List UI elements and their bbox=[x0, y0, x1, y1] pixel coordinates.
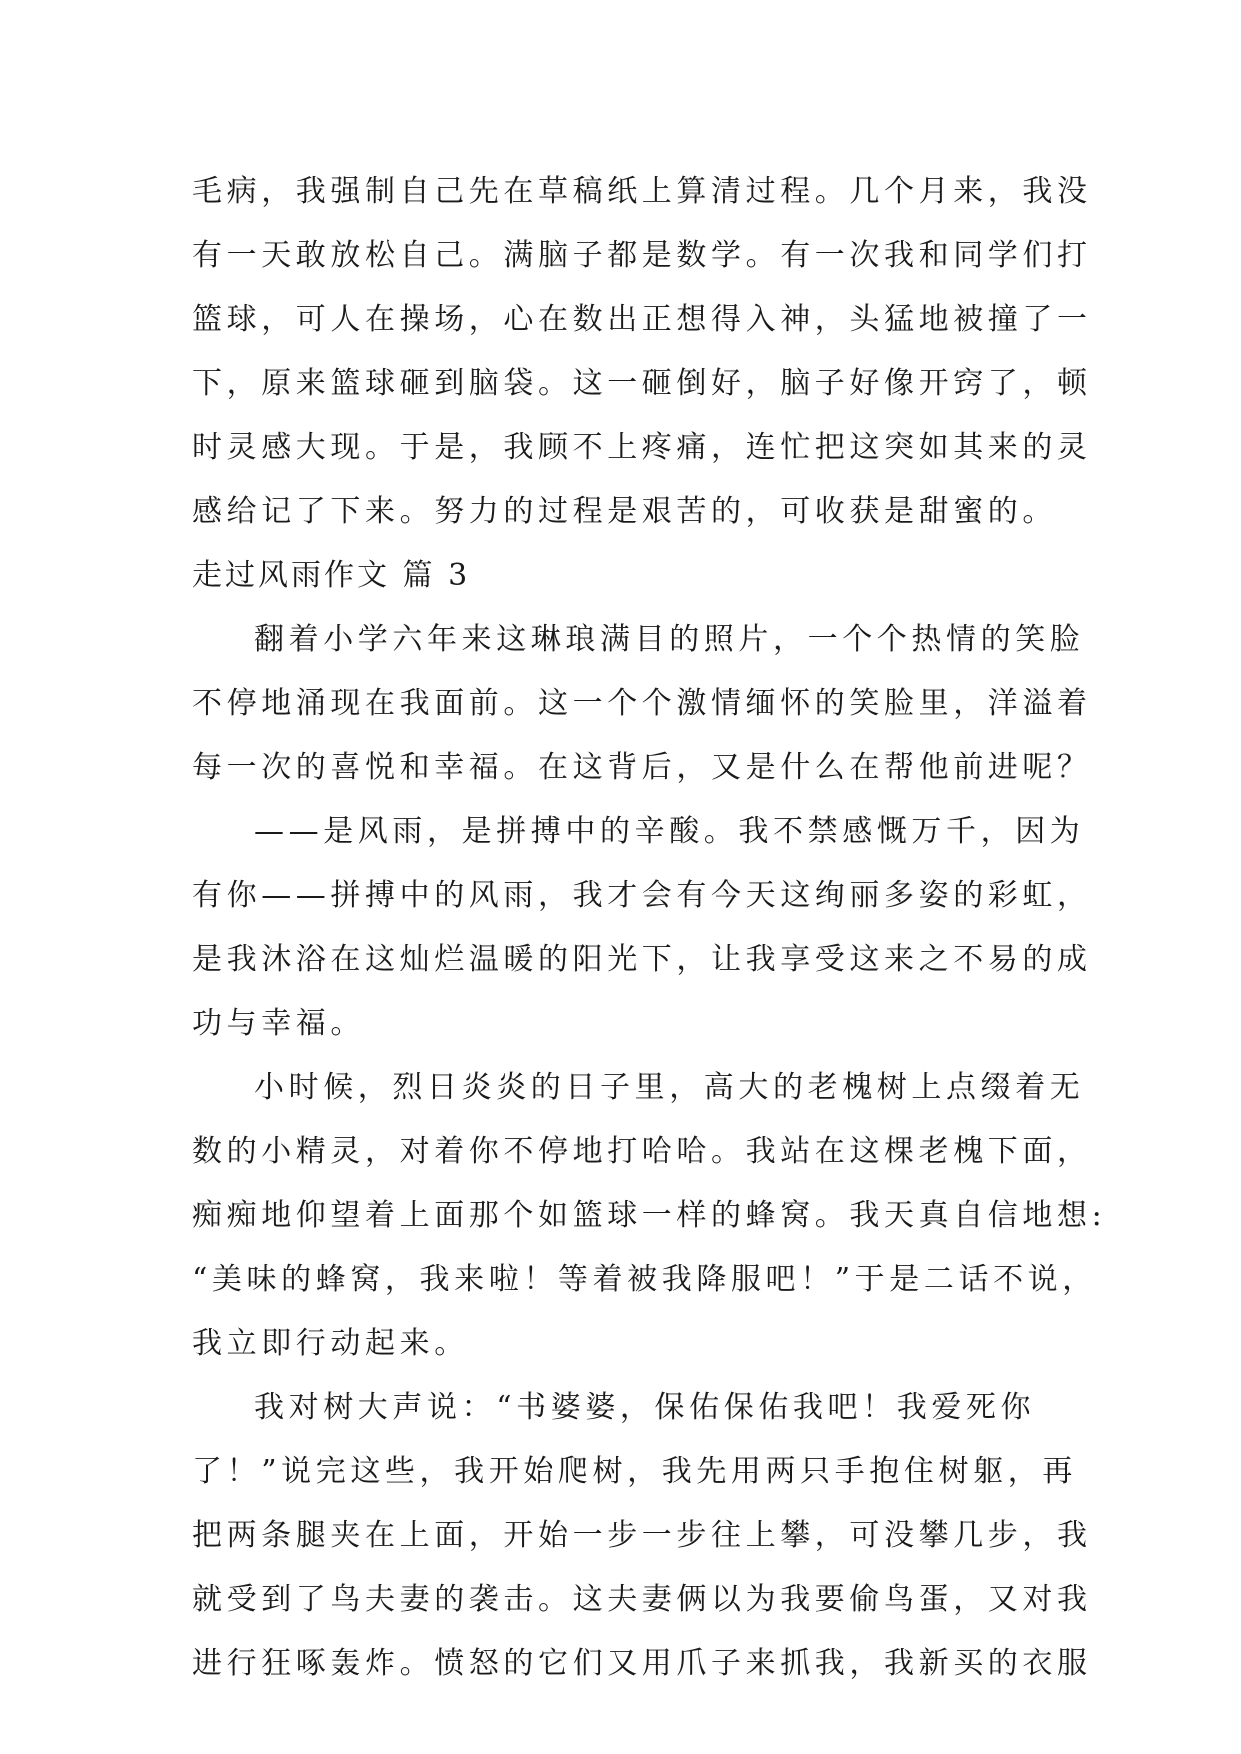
document-body bbox=[192, 160, 1107, 1696]
text-line: 感给记了下来。努力的过程是艰苦的，可收获是甜蜜的。 bbox=[192, 494, 1057, 529]
text-line: 篮球，可人在操场，心在数出正想得入神，头猛地被撞了一 bbox=[192, 302, 1092, 337]
text-line: 功与幸福。 bbox=[192, 1006, 365, 1041]
text-line: 毛病，我强制自己先在草稿纸上算清过程。几个月来，我没 bbox=[192, 174, 1092, 209]
text-line: “美味的蜂窝，我来啦！等着被我降服吧！”于是二话不说， bbox=[192, 1262, 1097, 1297]
text-line: ——是风雨，是拼搏中的辛酸。我不禁感慨万千，因为 bbox=[254, 814, 1085, 849]
text-line: 翻着小学六年来这琳琅满目的照片，一个个热情的笑脸 bbox=[254, 622, 1085, 657]
text-line: 有你——拼搏中的风雨，我才会有今天这绚丽多姿的彩虹， bbox=[192, 878, 1092, 913]
text-line: 把两条腿夹在上面，开始一步一步往上攀，可没攀几步，我 bbox=[192, 1518, 1092, 1553]
text-line: 下，原来篮球砸到脑袋。这一砸倒好，脑子好像开窍了，顿 bbox=[192, 366, 1092, 401]
text-line: 我对树大声说：“书婆婆，保佑保佑我吧！我爱死你 bbox=[254, 1390, 1036, 1425]
section-heading: 走过风雨作文 篇 3 bbox=[192, 558, 471, 593]
text-line: 我立即行动起来。 bbox=[192, 1326, 469, 1361]
text-line: 数的小精灵，对着你不停地打哈哈。我站在这棵老槐下面， bbox=[192, 1134, 1092, 1169]
text-line: 进行狂啄轰炸。愤怒的它们又用爪子来抓我，我新买的衣服 bbox=[192, 1646, 1092, 1681]
text-line: 就受到了鸟夫妻的袭击。这夫妻俩以为我要偷鸟蛋，又对我 bbox=[192, 1582, 1092, 1617]
text-line: 每一次的喜悦和幸福。在这背后，又是什么在帮他前进呢？ bbox=[192, 750, 1092, 785]
text-line: 了！”说完这些，我开始爬树，我先用两只手抱住树躯，再 bbox=[192, 1454, 1077, 1489]
text-line: 时灵感大现。于是，我顾不上疼痛，连忙把这突如其来的灵 bbox=[192, 430, 1092, 465]
text-line: 是我沐浴在这灿烂温暖的阳光下，让我享受这来之不易的成 bbox=[192, 942, 1092, 977]
text-line: 痴痴地仰望着上面那个如篮球一样的蜂窝。我天真自信地想: bbox=[192, 1198, 1107, 1233]
text-line: 不停地涌现在我面前。这一个个激情缅怀的笑脸里，洋溢着 bbox=[192, 686, 1092, 721]
text-line: 有一天敢放松自己。满脑子都是数学。有一次我和同学们打 bbox=[192, 238, 1092, 273]
text-line: 小时候，烈日炎炎的日子里，高大的老槐树上点缀着无 bbox=[254, 1070, 1085, 1105]
